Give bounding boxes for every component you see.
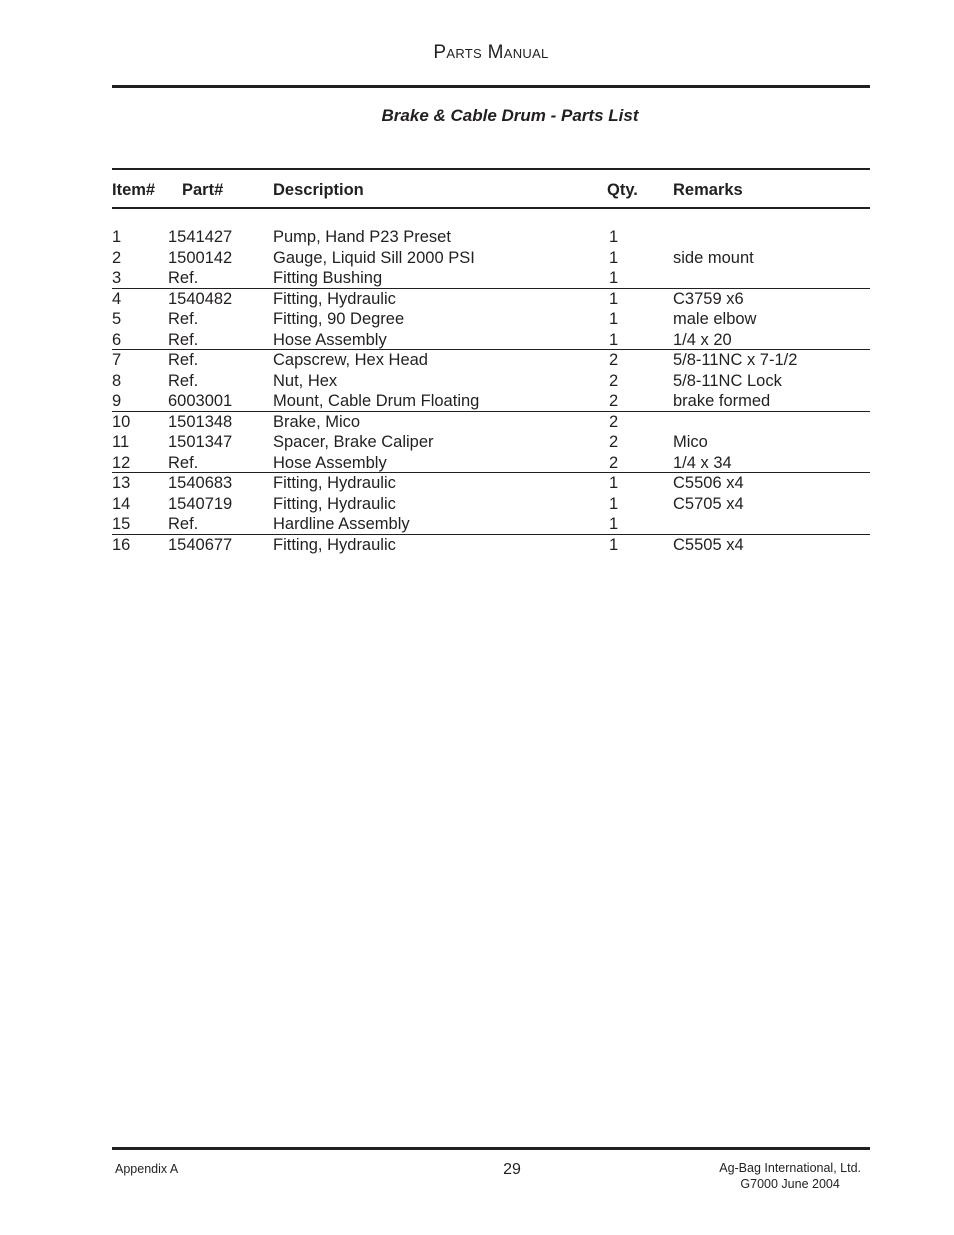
remarks: 1/4 x 34	[673, 453, 732, 472]
quantity: 1	[609, 535, 619, 554]
part-number: Ref.	[168, 310, 199, 328]
description: Pump, Hand P23 Preset	[273, 228, 451, 246]
remarks: Mico	[673, 433, 708, 451]
description: Hose Assembly	[273, 453, 387, 472]
remarks: C5506 x4	[673, 474, 744, 492]
remarks: C3759 x6	[673, 289, 744, 308]
table-row	[112, 534, 870, 556]
table-row	[112, 432, 870, 453]
table-row	[112, 309, 870, 330]
part-number: Ref.	[168, 371, 199, 390]
item-number: 1	[112, 228, 122, 246]
description: Mount, Cable Drum Floating	[273, 392, 480, 410]
table-row	[112, 411, 870, 433]
description: Fitting, 90 Degree	[273, 310, 405, 328]
item-number: 13	[112, 474, 131, 492]
table-row	[112, 248, 870, 269]
part-number: 1540719	[168, 494, 233, 513]
quantity: 1	[609, 289, 619, 308]
page-number: 29	[503, 1161, 521, 1178]
quantity: 2	[609, 412, 619, 431]
table-header-rule	[112, 207, 870, 209]
section-title: Brake & Cable Drum - Parts List	[381, 106, 639, 125]
column-header-part: Part#	[182, 181, 224, 199]
table-row	[112, 227, 870, 248]
quantity: 2	[609, 351, 619, 369]
remarks: male elbow	[673, 310, 757, 328]
description: Nut, Hex	[273, 371, 338, 390]
table-row	[112, 494, 870, 515]
description: Fitting, Hydraulic	[273, 535, 396, 554]
table-row	[112, 268, 870, 289]
description: Capscrew, Hex Head	[273, 351, 428, 369]
quantity: 2	[609, 433, 619, 451]
remarks: brake formed	[673, 392, 771, 410]
table-row	[112, 391, 870, 412]
table-row	[112, 349, 870, 371]
item-number: 8	[112, 371, 122, 390]
description: Hose Assembly	[273, 330, 387, 349]
item-number: 3	[112, 269, 122, 287]
part-number: Ref.	[168, 515, 199, 533]
item-number: 14	[112, 494, 131, 513]
quantity: 2	[609, 392, 619, 410]
remarks: 5/8-11NC Lock	[673, 371, 782, 390]
item-number: 15	[112, 515, 131, 533]
table-row	[112, 371, 870, 392]
item-number: 9	[112, 392, 122, 410]
part-number: 6003001	[168, 392, 233, 410]
footer-company-info	[719, 1160, 861, 1192]
description: Fitting, Hydraulic	[273, 494, 396, 513]
footer-company-name: Ag-Bag International, Ltd.	[719, 1161, 861, 1175]
column-header-remarks: Remarks	[673, 181, 743, 199]
item-number: 4	[112, 289, 122, 308]
part-number: 1540482	[168, 289, 233, 308]
quantity: 2	[609, 371, 619, 390]
description: Hardline Assembly	[273, 515, 410, 533]
part-number: 1540683	[168, 474, 233, 492]
parts-table-body	[112, 227, 870, 555]
page-header-title: Parts Manual	[433, 42, 549, 63]
quantity: 1	[609, 494, 619, 513]
remarks: C5505 x4	[673, 535, 744, 554]
description: Fitting, Hydraulic	[273, 289, 396, 308]
header-rule	[112, 85, 870, 88]
remarks: 5/8-11NC x 7-1/2	[673, 351, 798, 369]
description: Spacer, Brake Caliper	[273, 433, 434, 451]
quantity: 1	[609, 310, 619, 328]
footer-model-date: G7000 June 2004	[740, 1177, 840, 1191]
part-number: Ref.	[168, 453, 199, 472]
table-row	[112, 472, 870, 494]
remarks: 1/4 x 20	[673, 330, 732, 349]
table-top-rule	[112, 168, 870, 170]
quantity: 2	[609, 453, 619, 472]
item-number: 5	[112, 310, 122, 328]
description: Gauge, Liquid Sill 2000 PSI	[273, 248, 475, 267]
part-number: 1540677	[168, 535, 233, 554]
quantity: 1	[609, 228, 619, 246]
item-number: 10	[112, 412, 131, 431]
part-number: 1500142	[168, 248, 233, 267]
part-number: Ref.	[168, 351, 199, 369]
column-header-item: Item#	[112, 181, 156, 199]
description: Fitting Bushing	[273, 269, 383, 287]
part-number: 1541427	[168, 228, 233, 246]
footer-rule	[112, 1147, 870, 1150]
item-number: 12	[112, 453, 131, 472]
column-header-qty: Qty.	[607, 181, 638, 199]
item-number: 2	[112, 248, 122, 267]
quantity: 1	[609, 515, 619, 533]
column-header-description: Description	[273, 181, 364, 199]
remarks: C5705 x4	[673, 494, 744, 513]
table-row	[112, 330, 870, 351]
table-row	[112, 453, 870, 474]
description: Brake, Mico	[273, 412, 361, 431]
footer-appendix-label: Appendix A	[115, 1162, 179, 1176]
description: Fitting, Hydraulic	[273, 474, 396, 492]
quantity: 1	[609, 269, 619, 287]
item-number: 6	[112, 330, 122, 349]
part-number: Ref.	[168, 269, 199, 287]
item-number: 16	[112, 535, 131, 554]
table-row	[112, 514, 870, 535]
item-number: 7	[112, 351, 122, 369]
table-row	[112, 288, 870, 310]
part-number: 1501348	[168, 412, 233, 431]
part-number: Ref.	[168, 330, 199, 349]
quantity: 1	[609, 330, 619, 349]
quantity: 1	[609, 474, 619, 492]
remarks: side mount	[673, 248, 754, 267]
item-number: 11	[112, 433, 130, 451]
part-number: 1501347	[168, 433, 233, 451]
quantity: 1	[609, 248, 619, 267]
